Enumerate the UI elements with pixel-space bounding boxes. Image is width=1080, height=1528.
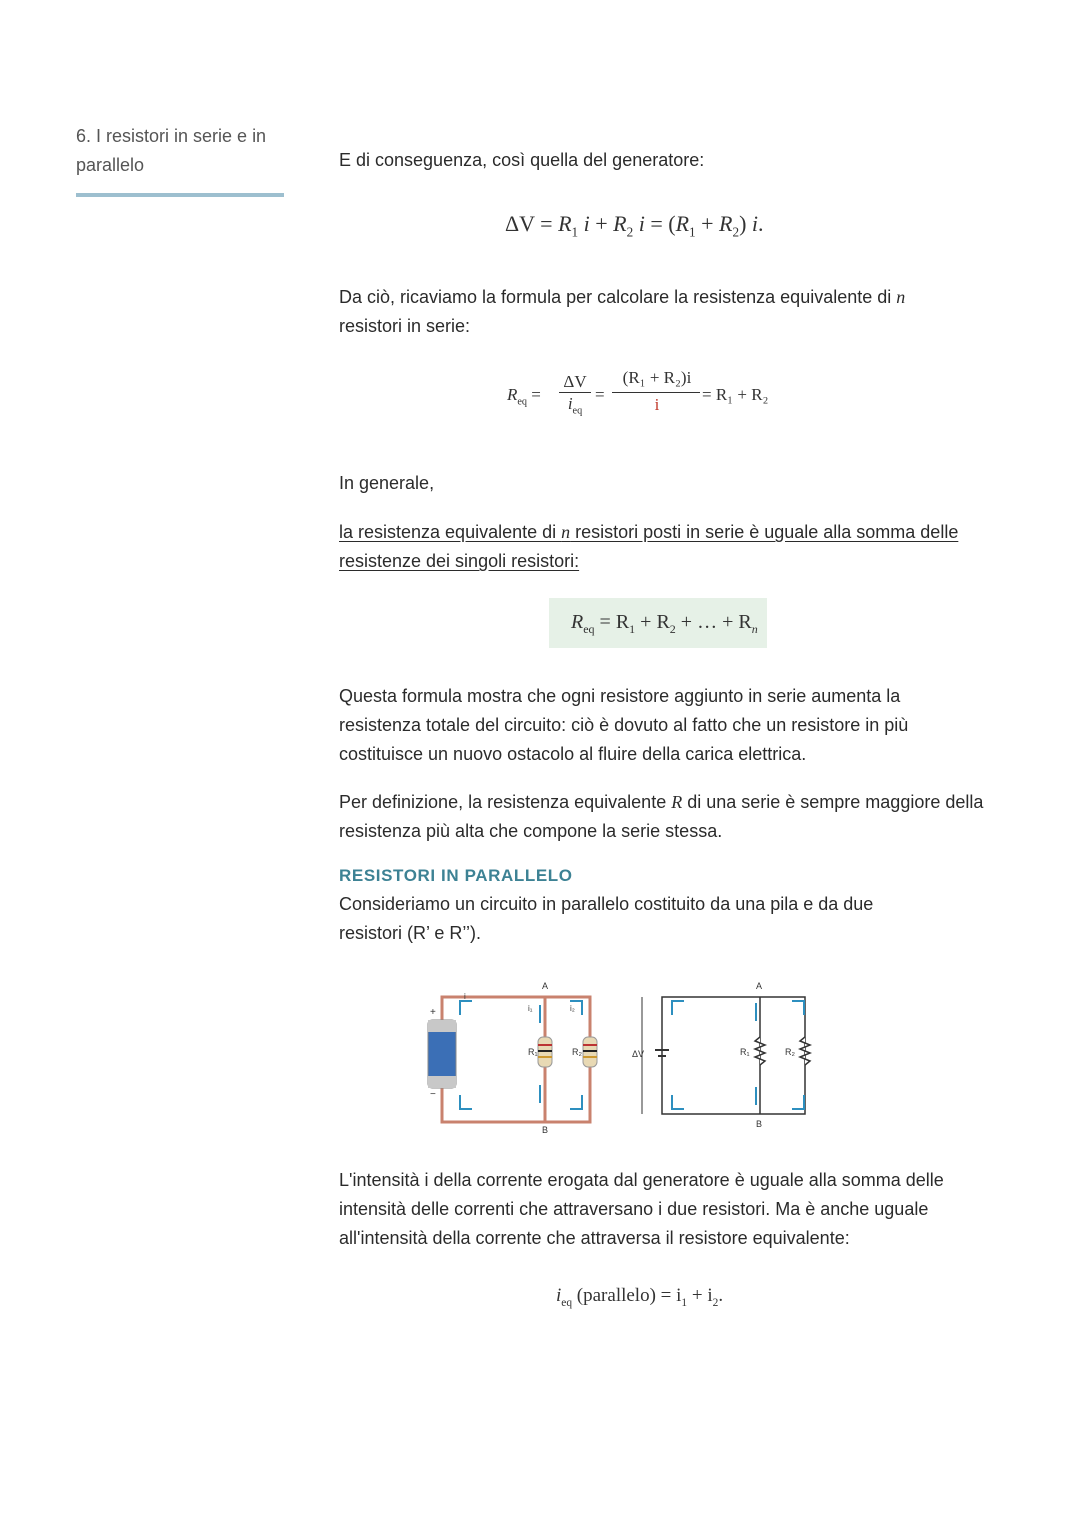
- label-r2: R₂: [572, 1047, 582, 1057]
- current-arrow-icon: [460, 1001, 472, 1015]
- eq-req-num1: ΔV: [563, 372, 587, 391]
- battery-minus: −: [430, 1089, 436, 1100]
- eq-r2: R: [613, 211, 627, 236]
- formula-intro-text-2: resistori in serie:: [339, 316, 471, 336]
- label-r1: R₁: [740, 1047, 750, 1057]
- label-dv: ΔV: [632, 1049, 645, 1059]
- eq-req-den2: i: [654, 395, 660, 414]
- photo-circuit: [428, 981, 597, 1135]
- schematic-circuit: [632, 981, 810, 1129]
- eq-par-end: .: [718, 1285, 724, 1306]
- eq-req-r: R: [507, 385, 518, 404]
- eq-r2-sub: 2: [626, 224, 634, 240]
- label-b: B: [756, 1119, 763, 1129]
- consideriamo-paragraph: [339, 890, 939, 948]
- sidebar-divider: [76, 193, 284, 197]
- definizione-r: R: [671, 792, 683, 812]
- eq-par-i2: + i: [691, 1285, 713, 1306]
- equation-sum: [571, 611, 758, 637]
- label-i2: i₂: [570, 1004, 575, 1013]
- current-arrow-icon: [792, 1001, 804, 1015]
- definizione-text-b: di una serie è sempre maggiore della resistenza più alta che compone la serie stessa.: [339, 792, 984, 841]
- series-rule-n: n: [561, 522, 571, 542]
- eq-req-sub: eq: [517, 396, 528, 408]
- current-arrow-icon: [570, 1095, 582, 1109]
- eq-par-sub: eq: [561, 1296, 573, 1309]
- label-a: A: [542, 981, 549, 991]
- label-r1: R₁: [528, 1047, 538, 1057]
- label-i1: i₁: [528, 1004, 533, 1013]
- eq-req-den1: i: [567, 394, 573, 413]
- current-arrow-icon: [672, 1095, 684, 1109]
- eq-req-num2: (R₁ + R₂)i: [622, 368, 692, 387]
- consideriamo-text: Consideriamo un circuito in parallelo costituito da una pila e da due resistori (R’ e R’’).: [339, 894, 874, 943]
- eq-par-i: i: [556, 1285, 562, 1306]
- section-heading-parallel: RESISTORI IN PARALLELO: [339, 866, 573, 885]
- eq-sum-rn: + … + R: [680, 611, 752, 633]
- eq-sum-r2: + R: [640, 611, 670, 633]
- current-arrow-icon: [460, 1095, 472, 1109]
- sidebar: [76, 122, 284, 180]
- eq-req-den1-sub: eq: [572, 405, 583, 417]
- circuit-wire-right: [662, 997, 805, 1114]
- eq-par-s2: 2: [712, 1296, 719, 1309]
- definizione-text-a: Per definizione, la resistenza equivalente: [339, 792, 672, 812]
- n-variable: n: [896, 287, 906, 307]
- eq-dv-tail: i: [751, 211, 759, 236]
- formula-intro-text: Da ciò, ricaviamo la formula per calcolare la resistenza equivalente di: [339, 287, 897, 307]
- equation-parallel: [556, 1285, 723, 1309]
- resistor-symbol-2: [800, 1037, 810, 1065]
- series-rule-text-a: la resistenza equivalente di: [339, 522, 562, 542]
- circuit-wire-left: [442, 997, 590, 1122]
- resistor-symbol-1: [755, 1037, 765, 1065]
- series-rule-text-b: resistori posti in serie è uguale alla somma delle resistenze dei singoli resistori:: [339, 522, 959, 571]
- in-generale-text: In generale,: [339, 473, 435, 493]
- eq-sum-s1: 1: [629, 622, 636, 636]
- circuit-diagram: [420, 975, 820, 1140]
- eq-dv-lhs: ΔV: [505, 211, 535, 236]
- eq-sum-sn: n: [751, 622, 758, 636]
- eq-r1-sub: 1: [571, 224, 579, 240]
- eq-sum-s2: 2: [669, 622, 676, 636]
- equation-dv: $\Delta V = R_1$ $i + R_2$ $i = (R_1 + R_2)$ i.: [505, 211, 764, 240]
- eq-req-rhs: = R₁ + R₂: [702, 385, 769, 404]
- formula-intro-paragraph: [339, 283, 989, 341]
- current-arrow-icon: [792, 1095, 804, 1109]
- label-a: A: [756, 981, 763, 991]
- intro-text: E di conseguenza, così quella del generatore:: [339, 150, 705, 170]
- intensita-paragraph: [339, 1166, 964, 1253]
- eq-r1: R: [558, 211, 572, 236]
- section-title[interactable]: 6. I resistori in serie e in parallelo: [76, 126, 267, 175]
- questa-text: Questa formula mostra che ogni resistore aggiunto in serie aumenta la resistenza totale del circuito: ciò è dovuto al fatto che un resistore in più costituisce un nuovo ostacolo al fluire della carica elettrica.: [339, 686, 909, 764]
- series-rule-paragraph: [339, 518, 959, 576]
- intensita-text: L'intensità i della corrente erogata dal generatore è uguale alla somma delle intensità delle correnti che attraversano i due resistori. Ma è anche uguale all'intensità della corrente che attraversa il resistore equivalente:: [339, 1170, 944, 1248]
- eq-sum-r: R: [571, 611, 584, 633]
- current-arrow-icon: [672, 1001, 684, 1015]
- label-b: B: [542, 1125, 549, 1135]
- definizione-paragraph: [339, 788, 984, 846]
- eq-par-i1: (parallelo) = i: [576, 1285, 682, 1306]
- in-generale-paragraph: [339, 469, 989, 498]
- label-r2: R₂: [785, 1047, 795, 1057]
- questa-paragraph: [339, 682, 969, 769]
- eq-sum-sub: eq: [583, 622, 595, 636]
- label-i: i: [464, 992, 466, 1001]
- eq-sum-r1: = R: [599, 611, 630, 633]
- intro-paragraph: [339, 146, 989, 175]
- battery-plus: +: [430, 1007, 436, 1018]
- equation-req: $R_{eq}$ = ΔV $i_{eq}$ = (R₁ + R₂)i i = R₁ + R₂: [507, 368, 769, 417]
- eq-par-s1: 1: [681, 1296, 688, 1309]
